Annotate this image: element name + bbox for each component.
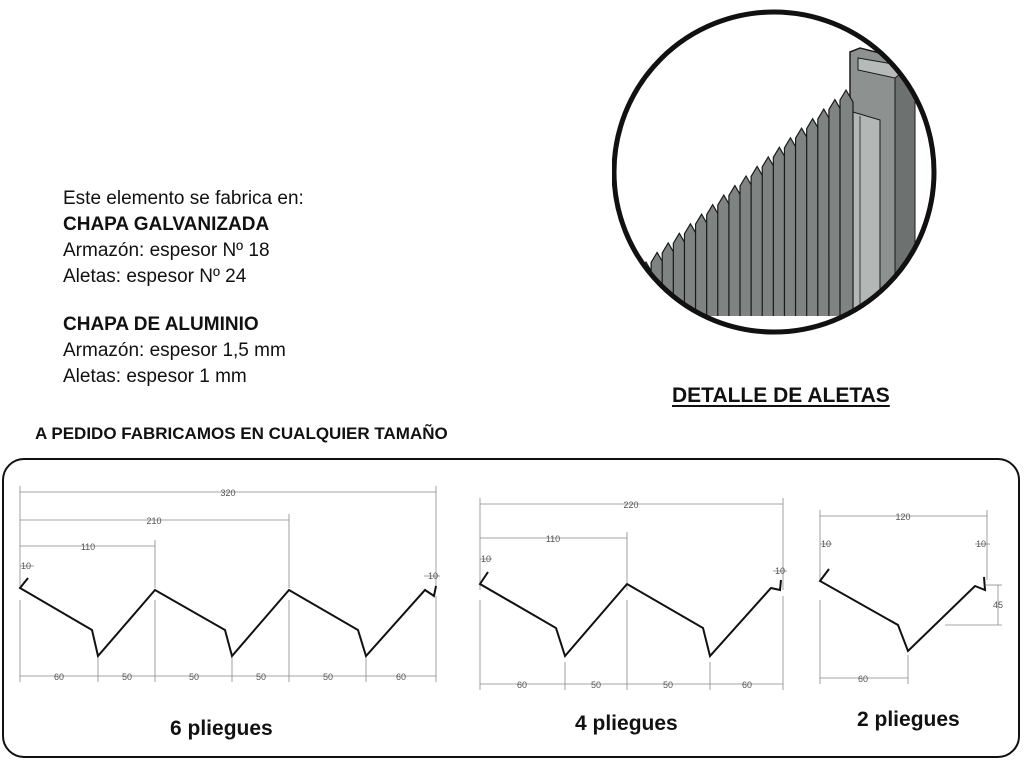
dim-6-lip-left: 10: [21, 561, 32, 571]
dim-6-b5: 50: [322, 672, 334, 682]
dim-6-b4: 50: [255, 672, 267, 682]
info-intro: Este elemento se fabrica en:: [63, 188, 304, 209]
dim-2-height: 45: [993, 600, 1004, 610]
dim-2-total: 120: [895, 512, 911, 522]
aluminum-fins: Aletas: espesor 1 mm: [63, 366, 247, 387]
caption-6-pliegues: 6 pliegues: [170, 717, 273, 740]
detail-title: DETALLE DE ALETAS: [672, 384, 890, 407]
dimension-lines: [20, 486, 1002, 690]
dim-4-b2: 50: [590, 680, 602, 690]
galvanized-frame: Armazón: espesor Nº 18: [63, 240, 270, 261]
dim-2-b1: 60: [857, 674, 869, 684]
order-title: A PEDIDO FABRICAMOS EN CUALQUIER TAMAÑO: [35, 424, 448, 443]
dim-4-lip-left: 10: [481, 554, 492, 564]
dimension-labels: [21, 488, 1003, 690]
galvanized-fins: Aletas: espesor Nº 24: [63, 266, 247, 287]
profile-2-outline: [820, 569, 985, 651]
dim-2-lip-right: 10: [976, 539, 987, 549]
profile-6-outline: [20, 578, 436, 656]
dim-4-lip-right: 10: [775, 566, 786, 576]
dim-6-first: 110: [80, 542, 96, 552]
caption-4-pliegues: 4 pliegues: [575, 712, 678, 735]
profile-4-outline: [480, 572, 781, 656]
dim-4-b1: 60: [516, 680, 528, 690]
dim-6-partial: 210: [146, 516, 162, 526]
dim-6-lip-right: 10: [428, 571, 439, 581]
dim-6-b3: 50: [188, 672, 200, 682]
aluminum-title: CHAPA DE ALUMINIO: [63, 314, 259, 335]
dim-4-total: 220: [623, 500, 639, 510]
dim-4-b4: 60: [741, 680, 753, 690]
dim-6-b2: 50: [121, 672, 133, 682]
galvanized-title: CHAPA GALVANIZADA: [63, 214, 270, 235]
dim-6-total: 320: [220, 488, 236, 498]
profile-outlines: [20, 569, 985, 656]
aluminum-frame: Armazón: espesor 1,5 mm: [63, 340, 286, 361]
dim-4-first: 110: [545, 534, 561, 544]
dim-6-b1: 60: [53, 672, 65, 682]
caption-2-pliegues: 2 pliegues: [857, 708, 960, 731]
dim-2-lip-left: 10: [821, 539, 832, 549]
dim-4-b3: 50: [662, 680, 674, 690]
dim-6-b6: 60: [395, 672, 407, 682]
